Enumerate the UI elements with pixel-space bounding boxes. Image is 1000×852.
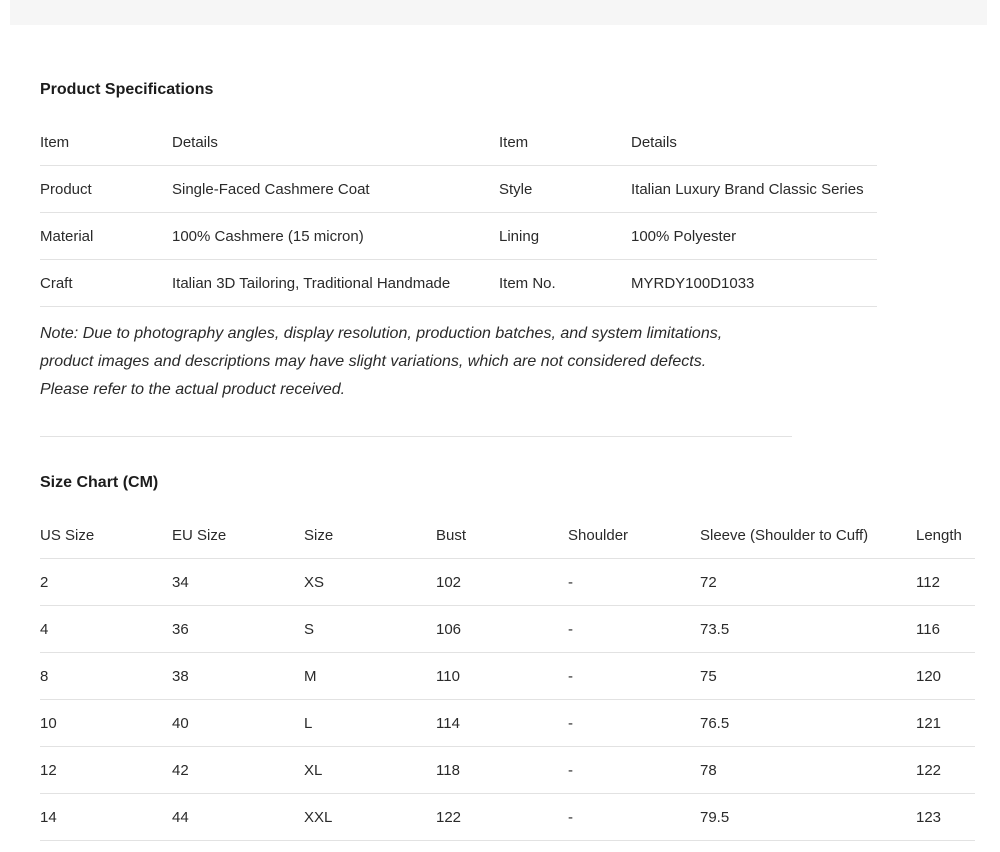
spec-header-row: [40, 119, 877, 166]
size-header-us: US Size: [40, 526, 95, 544]
spec-cell: Lining: [499, 227, 540, 245]
size-cell: 44: [172, 808, 189, 826]
disclaimer-note: [40, 320, 800, 404]
size-cell: 102: [436, 573, 462, 591]
size-cell: XXL: [304, 808, 333, 826]
size-cell: 8: [40, 667, 49, 685]
size-cell: 79.5: [700, 808, 730, 826]
spec-cell: MYRDY100D1033: [631, 274, 755, 292]
note-line-2: product images and descriptions may have slight variations, which are not considered defects.: [40, 353, 707, 370]
note-line-1: Note: Due to photography angles, display resolution, production batches, and system limitations,: [40, 325, 723, 342]
size-header-eu: EU Size: [172, 526, 227, 544]
size-cell: 120: [916, 667, 942, 685]
size-cell: 123: [916, 808, 942, 826]
size-cell: 2: [40, 573, 49, 591]
size-cell: 112: [916, 573, 940, 591]
table-row: [40, 559, 975, 606]
spec-cell: Item No.: [499, 274, 556, 292]
size-cell: 34: [172, 573, 189, 591]
size-cell: 75: [700, 667, 717, 685]
size-cell: M: [304, 667, 317, 685]
size-cell: -: [568, 761, 573, 779]
size-cell: 73.5: [700, 620, 730, 638]
size-cell: 40: [172, 714, 189, 732]
size-cell: XL: [304, 761, 323, 779]
spec-header-details: Details: [172, 133, 218, 151]
table-row: [40, 606, 975, 653]
table-row: [40, 166, 877, 213]
size-cell: S: [304, 620, 315, 638]
table-row: [40, 213, 877, 260]
top-bar: [10, 0, 987, 25]
size-cell: 121: [916, 714, 942, 732]
size-cell: -: [568, 620, 573, 638]
size-header-size: Size: [304, 526, 334, 544]
section-divider: [40, 436, 792, 437]
table-row: [40, 653, 975, 700]
size-header-row: [40, 512, 975, 559]
size-cell: 36: [172, 620, 189, 638]
size-cell: 42: [172, 761, 189, 779]
spec-cell: Style: [499, 180, 533, 198]
size-cell: -: [568, 714, 573, 732]
spec-cell: 100% Cashmere (15 micron): [172, 227, 364, 245]
spec-header-item: Item: [40, 133, 70, 151]
size-cell: 122: [916, 761, 942, 779]
table-row: [40, 260, 877, 307]
table-row: [40, 700, 975, 747]
spec-table: [40, 119, 877, 307]
size-cell: 38: [172, 667, 189, 685]
size-cell: 114: [436, 714, 460, 732]
size-cell: 118: [436, 761, 460, 779]
table-row: [40, 794, 975, 841]
size-header-shoulder: Shoulder: [568, 526, 629, 544]
size-cell: 106: [436, 620, 462, 638]
size-cell: 4: [40, 620, 49, 638]
size-cell: 14: [40, 808, 57, 826]
size-cell: 72: [700, 573, 717, 591]
size-header-sleeve: Sleeve (Shoulder to Cuff): [700, 526, 869, 544]
size-cell: L: [304, 714, 313, 732]
spec-section-title: Product Specifications: [40, 81, 214, 98]
size-header-length: Length: [916, 526, 962, 544]
size-header-bust: Bust: [436, 526, 467, 544]
size-chart-title: Size Chart (CM): [40, 474, 159, 491]
size-cell: XS: [304, 573, 325, 591]
note-line-3: Please refer to the actual product received.: [40, 381, 346, 398]
size-cell: -: [568, 573, 573, 591]
spec-header-details-2: Details: [631, 133, 677, 151]
table-row: [40, 747, 975, 794]
size-cell: 12: [40, 761, 57, 779]
spec-cell: Product: [40, 180, 92, 198]
size-chart-body: [40, 559, 975, 841]
spec-cell: Craft: [40, 274, 73, 292]
spec-header-item-2: Item: [499, 133, 529, 151]
spec-cell: Italian Luxury Brand Classic Series: [631, 180, 864, 198]
size-cell: 122: [436, 808, 462, 826]
spec-cell: Italian 3D Tailoring, Traditional Handmade: [172, 274, 451, 292]
size-cell: 10: [40, 714, 57, 732]
size-cell: 78: [700, 761, 717, 779]
spec-cell: 100% Polyester: [631, 227, 737, 245]
size-cell: -: [568, 667, 573, 685]
spec-cell: Single-Faced Cashmere Coat: [172, 180, 370, 198]
spec-cell: Material: [40, 227, 94, 245]
size-chart-table: [40, 512, 975, 841]
size-cell: 116: [916, 620, 940, 638]
size-cell: 110: [436, 667, 460, 685]
size-cell: 76.5: [700, 714, 730, 732]
size-cell: -: [568, 808, 573, 826]
